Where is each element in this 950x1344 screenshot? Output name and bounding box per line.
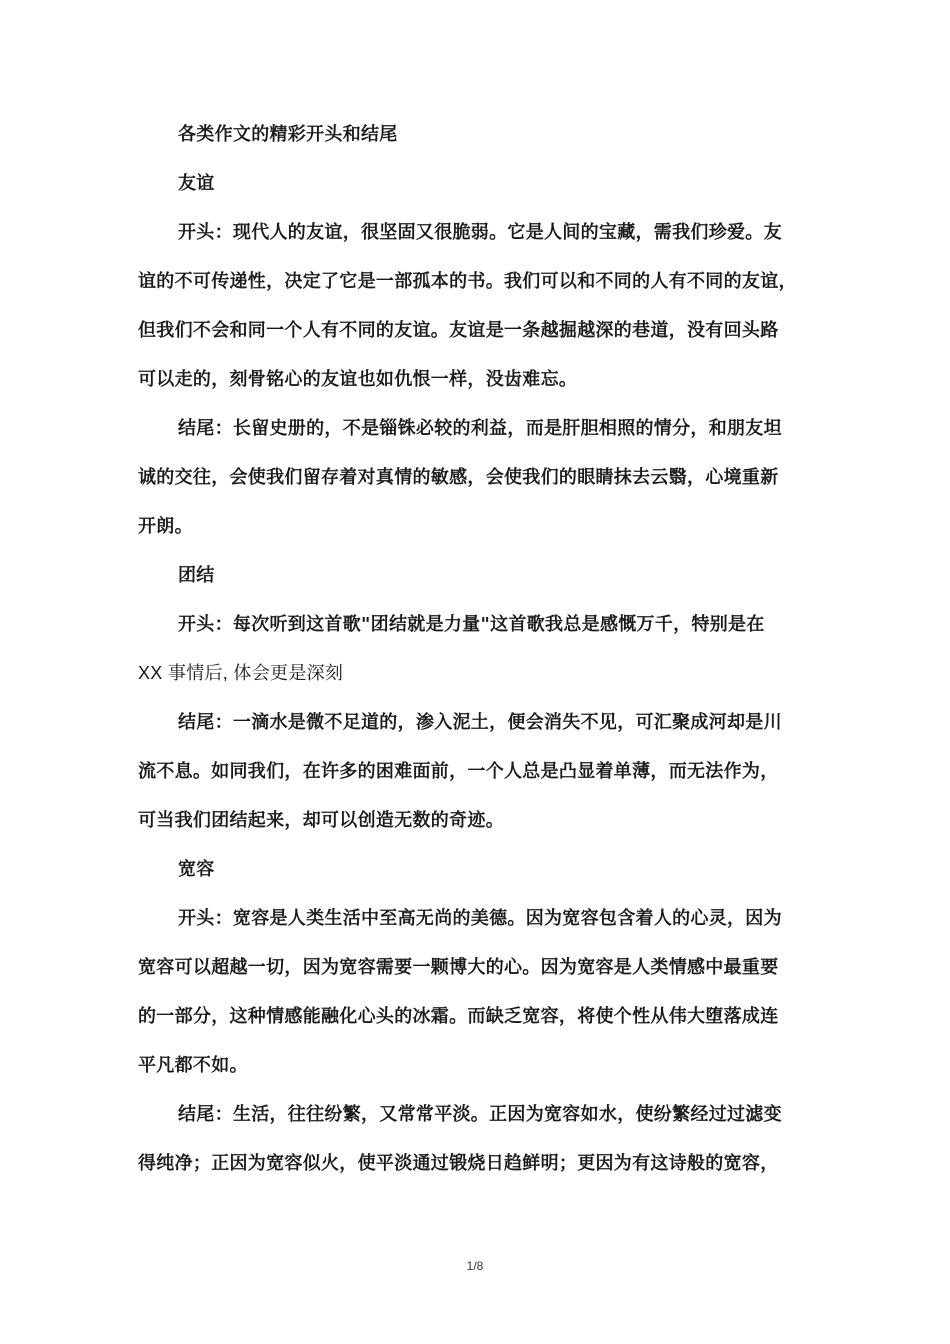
paragraph-line: 开朗。: [138, 516, 193, 537]
document-body: [138, 122, 818, 1200]
paragraph-line: 可当我们团结起来，却可以创造无数的奇迹。: [138, 810, 504, 831]
paragraph-line: 平凡都不如。: [138, 1055, 248, 1076]
paragraph-line: 开头：每次听到这首歌"团结就是力量"这首歌我总是感慨万千，特别是在: [178, 614, 765, 635]
paragraph-line: 开头：宽容是人类生活中至高无尚的美德。因为宽容包含着人的心灵，因为: [178, 908, 782, 929]
page-number: 1/8: [466, 1259, 484, 1273]
section-heading-friendship: 友谊: [178, 173, 215, 194]
paragraph-line: XX 事情后, 体会更是深刻: [138, 663, 344, 683]
paragraph-line: 谊的不可传递性，决定了它是一部孤本的书。我们可以和不同的人有不同的友谊，: [138, 271, 797, 292]
paragraph-line: 结尾：长留史册的，不是锱铢必较的利益，而是肝胆相照的情分，和朋友坦: [178, 418, 782, 439]
paragraph-line: 的一部分，这种情感能融化心头的冰霜。而缺乏宽容，将使个性从伟大堕落成连: [138, 1006, 779, 1027]
section-heading-unity: 团结: [178, 565, 215, 586]
paragraph-line: 但我们不会和同一个人有不同的友谊。友谊是一条越掘越深的巷道，没有回头路: [138, 320, 779, 341]
section-heading-tolerance: 宽容: [178, 859, 215, 880]
paragraph-line: 诚的交往，会使我们留存着对真情的敏感，会使我们的眼睛抹去云翳，心境重新: [138, 467, 779, 488]
paragraph-line: 宽容可以超越一切，因为宽容需要一颗博大的心。因为宽容是人类情感中最重要: [138, 957, 779, 978]
paragraph-line: 得纯净；正因为宽容似火，使平淡通过锻烧日趋鲜明；更因为有这诗般的宽容，: [138, 1153, 779, 1174]
paragraph-line: 可以走的，刻骨铭心的友谊也如仇恨一样，没齿难忘。: [138, 369, 578, 390]
paragraph-line: 开头：现代人的友谊，很坚固又很脆弱。它是人间的宝藏，需我们珍爱。友: [178, 222, 782, 243]
document-title: 各类作文的精彩开头和结尾: [178, 124, 398, 145]
paragraph-line: 流不息。如同我们，在许多的困难面前，一个人总是凸显着单薄，而无法作为，: [138, 761, 779, 782]
paragraph-line: 结尾：生活，往往纷繁，又常常平淡。正因为宽容如水，使纷繁经过过滤变: [178, 1104, 782, 1125]
paragraph-line: 结尾：一滴水是微不足道的，渗入泥土，便会消失不见，可汇聚成河却是川: [178, 712, 782, 733]
